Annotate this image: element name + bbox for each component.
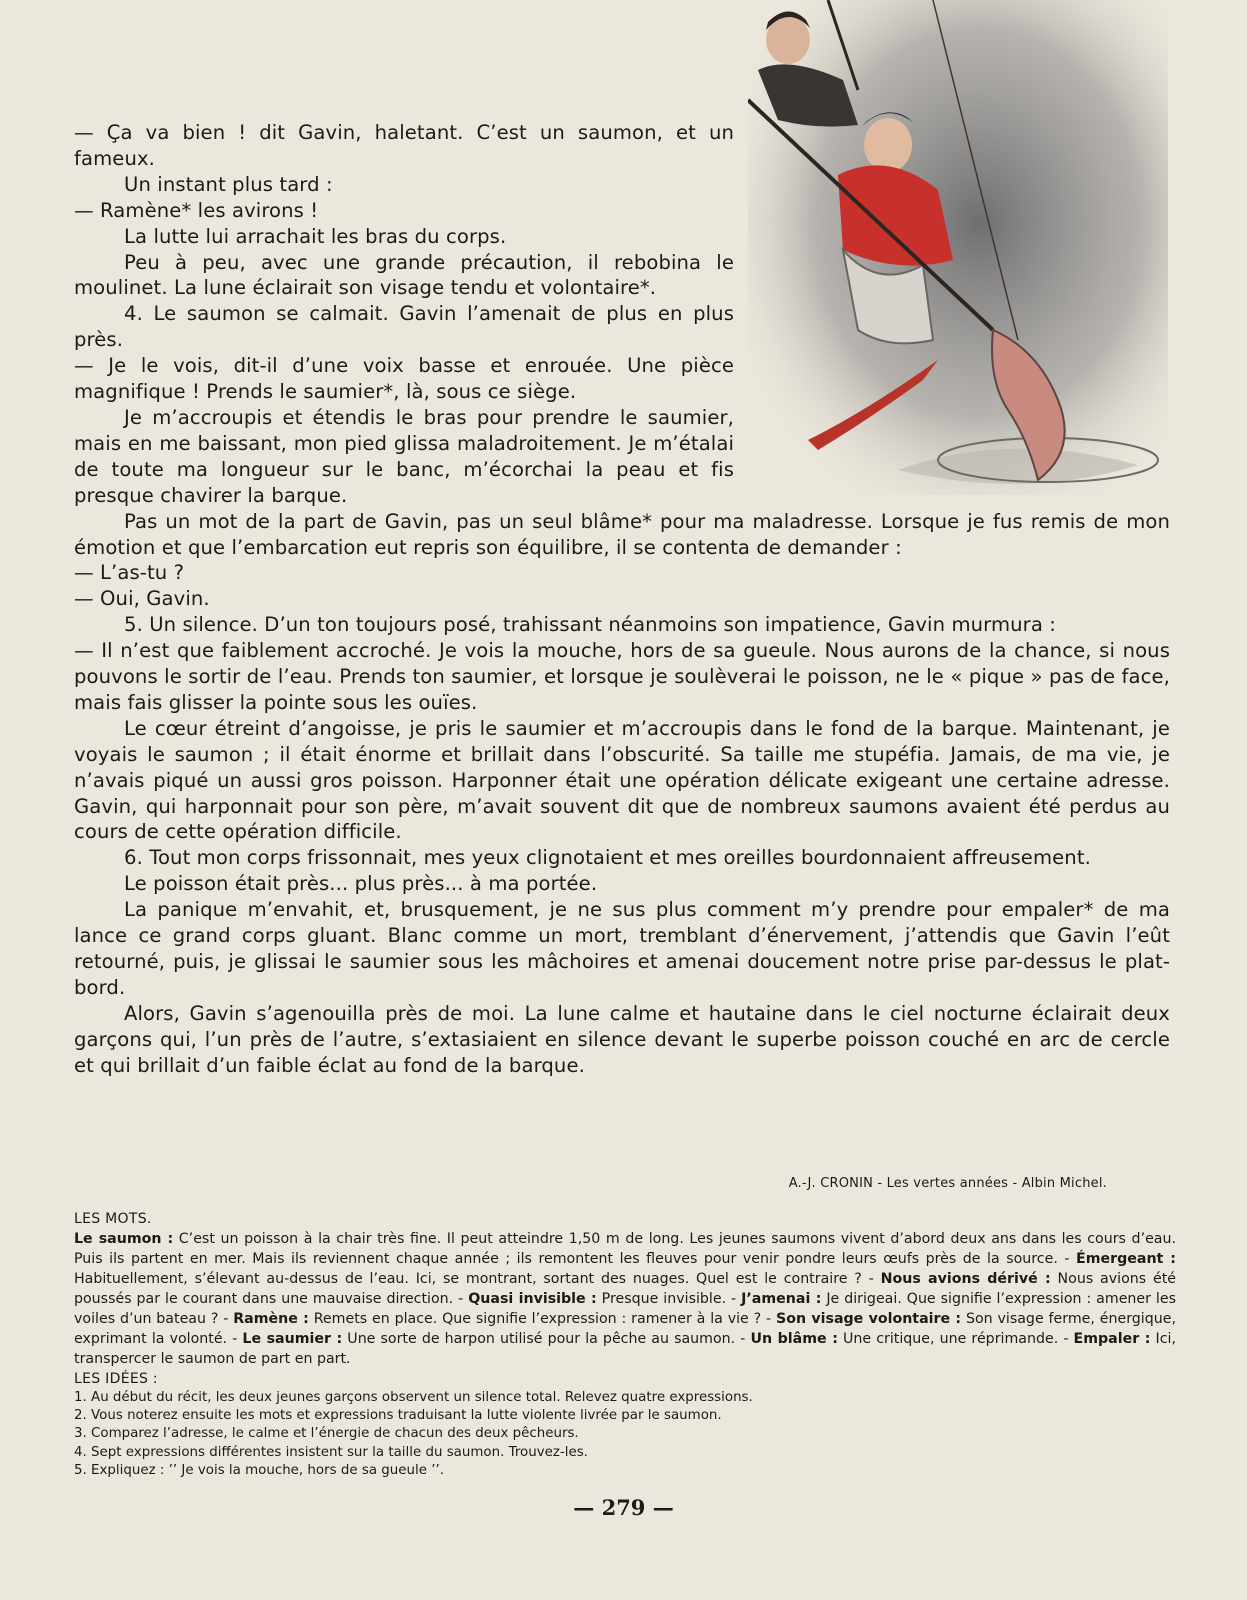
mots-term: Émergeant : <box>1076 1251 1176 1267</box>
story-paragraph: Un instant plus tard : <box>124 172 333 196</box>
mots-term: J’amenai : <box>741 1291 822 1307</box>
idees-heading: LES IDÉES : <box>74 1371 158 1387</box>
story-paragraph: — Il n’est que faiblement accroché. Je vois la mouche, hors de sa gueule. Nous aurons de la chance, si nous pouvons le sortir de l’eau. Prends ton saumier, et lorsque je soulèverai le poisson, ne le « pique » pas de face, mais fais glisser la pointe sous les ouïes. <box>74 639 1170 714</box>
idees-list <box>74 1389 1176 1480</box>
story-paragraph: Le poisson était près... plus près... à ma portée. <box>124 872 598 896</box>
mots-definitions <box>74 1229 1176 1369</box>
idee-item: 2. Vous noterez ensuite les mots et expressions traduisant la lutte violente livrée par le saumon. <box>74 1408 722 1424</box>
mots-def: Habituellement, s’élevant au-dessus de l’eau. Ici, se montrant, sortant des nuages. Quel est le contraire ? - <box>74 1271 881 1287</box>
story-paragraph: 6. Tout mon corps frissonnait, mes yeux clignotaient et mes oreilles bourdonnaient affreusement. <box>124 846 1091 870</box>
idee-item: 5. Expliquez : ’’ Je vois la mouche, hors de sa gueule ’’. <box>74 1462 444 1478</box>
story-paragraph: La lutte lui arrachait les bras du corps. <box>124 224 507 248</box>
idee-item: 3. Comparez l’adresse, le calme et l’énergie de chacun des deux pêcheurs. <box>74 1426 579 1442</box>
story-paragraph: Peu à peu, avec une grande précaution, il rebobina le moulinet. La lune éclairait son visage tendu et volontaire*. <box>74 250 734 300</box>
story-paragraph: 4. Le saumon se calmait. Gavin l’amenait de plus en plus près. <box>74 302 734 352</box>
vocabulary-notes <box>74 1209 1176 1480</box>
mots-term: Son visage volontaire : <box>776 1311 962 1327</box>
story-paragraph: Je m’accroupis et étendis le bras pour prendre le saumier, mais en me baissant, mon pied glissa maladroitement. Je m’étalai de toute ma longueur sur le banc, m’écorchai la peau et fis presque chavirer la barque. <box>74 405 734 507</box>
mots-def: Je dirigeai. Que signifie l’expression : amener les voiles d’un bateau ? - <box>74 1291 1176 1327</box>
story-paragraph: — Je le vois, dit-il d’une voix basse et enrouée. Une pièce magnifique ! Prends le saumier*, là, sous ce siège. <box>74 354 734 404</box>
mots-def: Une critique, une réprimande. - <box>837 1331 1074 1347</box>
story-paragraph: — Oui, Gavin. <box>74 587 210 611</box>
mots-term: Le saumon : <box>74 1231 174 1247</box>
mots-def: Ici, transpercer le saumon de part en part. <box>74 1331 1176 1367</box>
mots-def: Remets en place. Que signifie l’expression : ramener à la vie ? - <box>308 1311 777 1327</box>
mots-term: Nous avions dérivé : <box>880 1271 1051 1287</box>
story-paragraph: — Ça va bien ! dit Gavin, haletant. C’est un saumon, et un fameux. <box>74 121 734 170</box>
mots-def: C’est un poisson à la chair très fine. Il peut atteindre 1,50 m de long. Les jeunes saumons vivent d’abord deux ans dans les cours d’eau. Puis ils partent en mer. Mais ils reviennent chaque année ; ils remontent les fleuves pour venir pondre leurs œufs près de la source. - <box>74 1231 1176 1267</box>
mots-term: Quasi invisible : <box>468 1291 597 1307</box>
page-number: — 279 — <box>573 1495 674 1520</box>
mots-def: Une sorte de harpon utilisé pour la pêche au saumon. - <box>342 1331 751 1347</box>
story-paragraph: — L’as-tu ? <box>74 561 185 585</box>
mots-heading: LES MOTS. <box>74 1211 152 1227</box>
source-attribution: A.-J. CRONIN - Les vertes années - Albin Michel. <box>788 1176 1107 1191</box>
story-paragraph: Alors, Gavin s’agenouilla près de moi. La lune calme et hautaine dans le ciel nocturne éclairait deux garçons qui, l’un près de l’autre, s’extasiaient en silence devant le superbe poisson couché en arc de cercle et qui brillait d’un faible éclat au fond de la barque. <box>74 1001 1170 1077</box>
story-paragraph: La panique m’envahit, et, brusquement, je ne sus plus comment m’y prendre pour empaler* de ma lance ce grand corps gluant. Blanc comme un mort, tremblant d’énervement, j’attendis que Gavin l’eût retourné, puis, je glissai le saumier sous les mâchoires et amenai doucement notre prise par-dessus le plat-bord. <box>74 898 1170 999</box>
story-paragraph: — Ramène* les avirons ! <box>74 198 319 222</box>
mots-def: Presque invisible. - <box>596 1291 742 1307</box>
story-text <box>74 120 1170 1079</box>
mots-def: Son visage ferme, énergique, exprimant la volonté. - <box>74 1311 1176 1347</box>
mots-term: Ramène : <box>233 1311 309 1327</box>
story-paragraph: 5. Un silence. D’un ton toujours posé, trahissant néanmoins son impatience, Gavin murmura : <box>124 613 1056 637</box>
idee-item: 4. Sept expressions différentes insistent sur la taille du saumon. Trouvez-les. <box>74 1444 588 1460</box>
idee-item: 1. Au début du récit, les deux jeunes garçons observent un silence total. Relevez quatre expressions. <box>74 1390 753 1405</box>
story-paragraph: Pas un mot de la part de Gavin, pas un seul blâme* pour ma maladresse. Lorsque je fus remis de mon émotion et que l’embarcation eut repris son équilibre, il se contenta de demander : <box>74 509 1170 559</box>
mots-def: Nous avions été poussés par le courant dans une mauvaise direction. - <box>74 1271 1176 1307</box>
mots-term: Un blâme : <box>750 1331 838 1347</box>
mots-term: Empaler : <box>1073 1331 1151 1347</box>
story-paragraph: Le cœur étreint d’angoisse, je pris le saumier et m’accroupis dans le fond de la barque. Maintenant, je voyais le saumon ; il était énorme et brillait dans l’obscurité. Sa taille me stupéfia. Jamais, de ma vie, je n’avais piqué un aussi gros poisson. Harponner était une opération délicate exigeant une certaine adresse. Gavin, qui harponnait pour son père, m’avait souvent dit que de nombreux saumons avaient été perdus au cours de cette opération difficile. <box>74 716 1170 844</box>
mots-term: Le saumier : <box>242 1331 343 1347</box>
